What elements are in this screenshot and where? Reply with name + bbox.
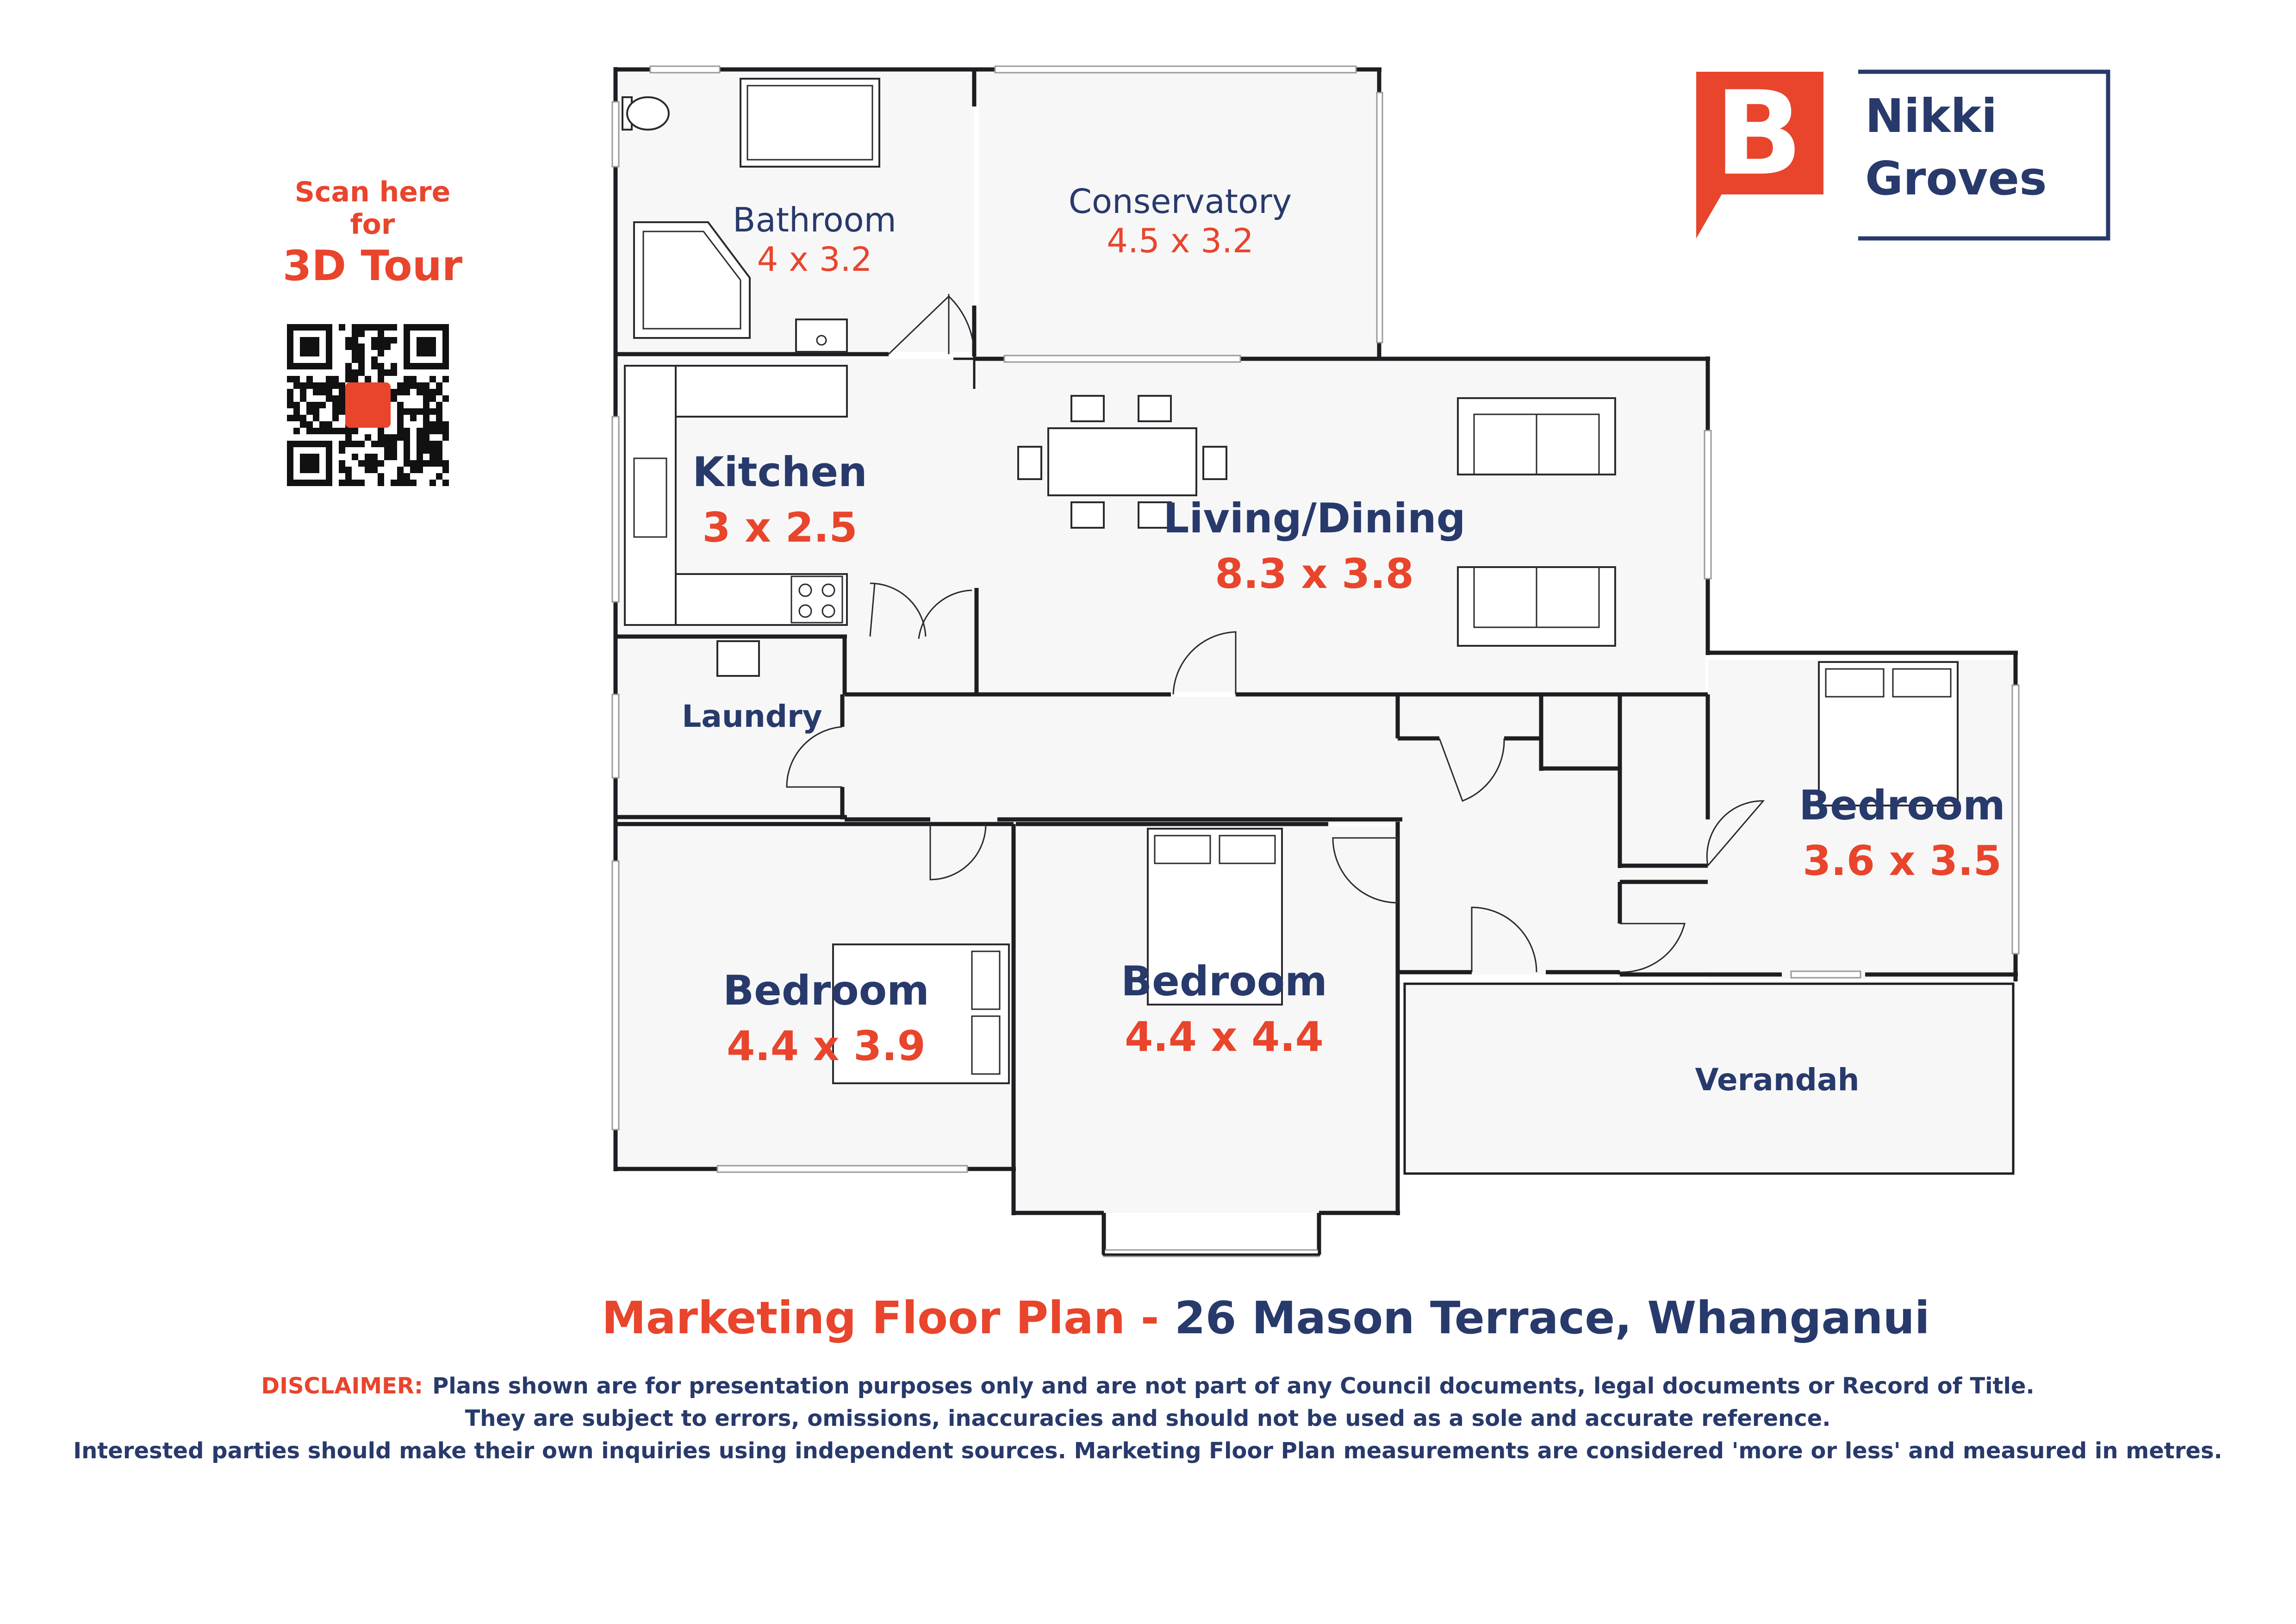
bathroom-label: Bathroom: [733, 200, 896, 239]
bedroom-middle-label: Bedroom: [1121, 957, 1327, 1005]
kitchen-size: 3 x 2.5: [702, 504, 858, 551]
conservatory-size: 4.5 x 3.2: [1107, 221, 1254, 260]
brand-logo: [1696, 66, 2108, 238]
scan-here-text: Scan here: [294, 176, 451, 208]
disclaimer-line1: [261, 1373, 2034, 1399]
disclaimer-line2: They are subject to errors, omissions, inaccuracies and should not be used as a sole and accurate reference.: [465, 1405, 1831, 1431]
footer-title-part2: 26 Mason Terrace, Whanganui: [1174, 1292, 1930, 1344]
bedroom-east-size: 3.6 x 3.5: [1803, 837, 2002, 885]
living-dining-size: 8.3 x 3.8: [1215, 550, 1414, 598]
verandah-label: Verandah: [1695, 1062, 1860, 1098]
qr-code-icon[interactable]: [287, 324, 449, 486]
living-dining-label: Living/Dining: [1163, 494, 1466, 542]
bedroom-west-size: 4.4 x 3.9: [727, 1022, 926, 1070]
kitchen-label: Kitchen: [692, 448, 867, 496]
bedroom-west-label: Bedroom: [723, 967, 929, 1014]
tour-label: 3D Tour: [282, 242, 463, 290]
footer: [73, 1292, 2222, 1464]
laundry-label: Laundry: [682, 699, 822, 734]
conservatory-label: Conservatory: [1068, 182, 1292, 221]
brand-name-line2: Groves: [1865, 151, 2047, 206]
disclaimer-text1: Plans shown are for presentation purposes only and are not part of any Council documents, legal documents or Record of Title.: [432, 1373, 2035, 1399]
footer-title: [602, 1292, 1929, 1344]
brand-name-line1: Nikki: [1865, 89, 1997, 143]
tour-section: [283, 176, 463, 290]
bathroom-size: 4 x 3.2: [757, 240, 872, 279]
bedroom-middle-size: 4.4 x 4.4: [1125, 1013, 1324, 1061]
disclaimer-label: DISCLAIMER:: [261, 1373, 423, 1399]
logo-letter: B: [1714, 66, 1803, 201]
footer-title-part1: Marketing Floor Plan -: [602, 1292, 1175, 1344]
scan-for-text: for: [350, 208, 395, 241]
bedroom-east-label: Bedroom: [1799, 781, 2005, 829]
disclaimer-line3: Interested parties should make their own inquiries using independent sources. Marketing Floor Plan measurements are considered 'more or less' and measured in metres.: [73, 1438, 2222, 1464]
